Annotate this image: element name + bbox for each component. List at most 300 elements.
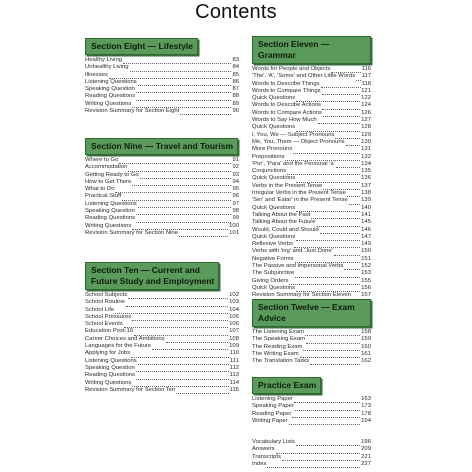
dot-leader [128, 293, 228, 300]
entry-title: Words to Describe Actions [252, 102, 321, 109]
entry-title: Giving Orders [252, 277, 289, 284]
entry-list [252, 439, 371, 468]
entry-title: The Passive and Impersonal Verbs [252, 263, 344, 270]
toc-entry[interactable] [252, 461, 371, 468]
entry-title: Words to Describe Things [252, 80, 320, 87]
entry-title: Talking About the Future [252, 219, 316, 226]
toc-entry[interactable] [85, 350, 239, 357]
toc-entry[interactable] [252, 336, 371, 343]
toc-entry[interactable] [85, 64, 239, 71]
section-header-line: Future Study and Employment [91, 276, 215, 286]
toc-entry[interactable] [85, 79, 239, 86]
entry-title: Prepositions [252, 153, 285, 160]
dot-leader [322, 89, 361, 96]
dot-leader [119, 158, 231, 165]
entry-title: Unhealthy Living [85, 64, 129, 71]
dot-leader [131, 351, 228, 358]
entry-page-number: 116 [361, 66, 371, 72]
entry-page-number: 151 [361, 255, 371, 262]
toc-entry[interactable] [252, 403, 371, 410]
entry-page-number: 196 [361, 439, 371, 445]
entry-page-number: 89 [232, 100, 239, 107]
toc-entry[interactable] [252, 117, 371, 124]
dot-leader [267, 462, 360, 469]
entry-page-number: 209 [361, 446, 371, 453]
dot-leader [292, 411, 360, 418]
toc-entry[interactable] [85, 299, 239, 306]
entry-page-number: 138 [361, 190, 371, 197]
toc-entry[interactable] [252, 212, 371, 219]
entry-title: I, You, We — Subject Pronouns [252, 131, 335, 138]
entry-page-number: 98 [232, 208, 239, 215]
section-header [85, 262, 219, 290]
entry-page-number: 87 [232, 86, 239, 93]
dot-leader [136, 373, 229, 380]
toc-entry[interactable] [252, 81, 371, 88]
toc-entry[interactable] [252, 263, 371, 270]
entry-title: Speaking Question [85, 364, 135, 371]
appendix-list [252, 437, 371, 468]
entry-page-number: 111 [230, 357, 239, 364]
toc-entry[interactable] [85, 230, 239, 237]
entry-page-number: 126 [361, 109, 371, 116]
dot-leader [349, 198, 360, 205]
dot-leader [176, 388, 228, 395]
entry-page-number: 159 [361, 336, 371, 343]
entry-page-number: 227 [361, 460, 371, 467]
entry-title: Listening Questions [85, 78, 137, 85]
entry-page-number: 134 [361, 160, 371, 167]
toc-entry[interactable] [85, 307, 239, 314]
toc-entry[interactable] [252, 270, 371, 277]
toc-entry[interactable] [85, 101, 239, 108]
section-twelve [252, 299, 371, 365]
entry-page-number: 92 [232, 164, 239, 171]
entry-page-number: 178 [361, 410, 371, 417]
toc-entry[interactable] [85, 358, 239, 365]
entry-page-number: 94 [232, 178, 239, 185]
entry-title: Vocabulary Lists [252, 439, 295, 445]
toc-entry[interactable] [252, 285, 371, 292]
toc-entry[interactable] [252, 132, 371, 139]
toc-entry[interactable] [252, 124, 371, 131]
entry-page-number: 91 [232, 157, 239, 163]
dot-leader [123, 58, 231, 65]
toc-entry[interactable] [252, 110, 371, 117]
entry-title: Listening Questions [85, 200, 137, 207]
toc-entry[interactable] [252, 329, 371, 336]
entry-page-number: 141 [361, 211, 371, 218]
dot-leader [115, 307, 228, 314]
toc-entry[interactable] [85, 72, 239, 79]
entry-page-number: 145 [361, 219, 371, 226]
dot-leader [303, 344, 360, 351]
section-header [252, 377, 321, 394]
entry-title: Quick Questions [252, 284, 296, 291]
toc-entry[interactable] [85, 365, 239, 372]
toc-entry[interactable] [252, 139, 371, 146]
practice-exam [252, 375, 371, 425]
toc-entry[interactable] [252, 418, 371, 425]
dot-leader [296, 440, 360, 447]
toc-entry[interactable] [252, 234, 371, 241]
toc-entry[interactable] [252, 358, 371, 365]
dot-leader [305, 330, 360, 337]
entry-title: School Routine [85, 299, 125, 306]
toc-entry[interactable] [85, 328, 239, 335]
toc-entry[interactable] [252, 168, 371, 175]
dot-leader [323, 111, 360, 118]
entry-page-number: 162 [361, 358, 371, 365]
entry-page-number: 88 [232, 93, 239, 100]
entry-page-number: 150 [361, 248, 371, 255]
dot-leader [294, 397, 360, 404]
dot-leader [320, 227, 360, 234]
entry-page-number: 158 [361, 329, 371, 335]
entry-title: Speaking Paper [252, 403, 294, 410]
dot-leader [179, 231, 228, 238]
entry-page-number: 121 [361, 87, 371, 94]
entry-title: School Subjects [85, 292, 128, 298]
section-header-line: Section Twelve — Exam Advice [258, 302, 355, 323]
dot-leader [130, 65, 232, 72]
dot-leader [132, 315, 228, 322]
toc-entry[interactable] [85, 208, 239, 215]
toc-entry[interactable] [252, 256, 371, 263]
toc-entry[interactable] [252, 411, 371, 418]
section-header [85, 138, 238, 155]
entry-title: Revision Summary for Section Eleven [252, 292, 351, 299]
dot-leader [136, 366, 229, 373]
dot-leader [306, 337, 360, 344]
section-header-line: Practice Exam [258, 380, 317, 390]
dot-leader [128, 165, 231, 172]
dot-leader [282, 454, 360, 461]
dot-leader [138, 358, 229, 365]
toc-entry[interactable] [85, 86, 239, 93]
dot-leader [136, 216, 231, 223]
entry-page-number: 101 [229, 229, 239, 236]
entry-page-number: 107 [229, 328, 239, 335]
dot-leader [293, 147, 360, 154]
entry-page-number: 127 [361, 117, 371, 124]
entry-page-number: 102 [229, 292, 239, 298]
entry-page-number: 115 [229, 386, 239, 393]
entry-title: Irregular Verbs in the Present Tense [252, 190, 346, 197]
toc-entry[interactable] [252, 227, 371, 234]
entry-page-number: 139 [361, 197, 371, 204]
toc-entry[interactable] [252, 95, 371, 102]
entry-page-number: 122 [361, 95, 371, 102]
toc-entry[interactable] [252, 102, 371, 109]
dot-leader [138, 202, 232, 209]
dot-leader [311, 213, 360, 220]
entry-title: Accommodation [85, 164, 128, 171]
dot-leader [289, 419, 361, 426]
entry-title: Listening Paper [252, 396, 293, 402]
toc-entry[interactable] [85, 336, 239, 343]
toc-entry[interactable] [252, 88, 371, 95]
entry-list [252, 396, 371, 425]
toc-entry[interactable] [85, 314, 239, 321]
entry-title: Revision Summary for Section Ten [85, 386, 176, 393]
entry-page-number: 161 [361, 350, 371, 357]
entry-title: Where to Go [85, 157, 119, 163]
entry-page-number: 104 [229, 306, 239, 313]
entry-title: 'Ser' and 'Estar' in the Present Tense [252, 197, 348, 204]
toc-entry[interactable] [252, 197, 371, 204]
entry-title: Reflexive Verbs [252, 241, 293, 248]
entry-title: Transcripts [252, 453, 281, 460]
entry-title: School Life [85, 306, 115, 313]
dot-leader [138, 80, 232, 87]
section-header-line: Section Eight — Lifestyle [91, 41, 194, 51]
entry-title: School Events [85, 321, 123, 328]
entry-title: Reading Questions [85, 372, 136, 379]
entry-page-number: 157 [361, 292, 371, 299]
dot-leader [346, 140, 361, 147]
toc-entry[interactable] [252, 241, 371, 248]
entry-page-number: 97 [232, 200, 239, 207]
toc-entry[interactable] [85, 108, 239, 115]
toc-entry[interactable] [85, 223, 239, 230]
entry-page-number: 153 [361, 270, 371, 277]
toc-entry[interactable] [252, 396, 371, 403]
dot-leader [296, 235, 360, 242]
entry-page-number: 86 [232, 78, 239, 85]
entry-page-number: 93 [232, 171, 239, 178]
entry-title: Reading Questions [85, 93, 136, 100]
entry-title: The Subjunctive [252, 270, 295, 277]
entry-title: Revision Summary for Section Nine [85, 229, 178, 236]
entry-title: Writing Paper [252, 417, 288, 424]
dot-leader [322, 103, 360, 110]
toc-entry[interactable] [252, 248, 371, 255]
entry-title: 'Por', 'Para' and the Personal 'a' [252, 160, 335, 167]
toc-entry[interactable] [252, 154, 371, 161]
toc-entry[interactable] [85, 57, 239, 64]
toc-entry[interactable] [252, 175, 371, 182]
section-eleven [252, 36, 371, 300]
section-header [85, 38, 198, 55]
entry-page-number: 149 [361, 241, 371, 248]
entry-title: Quick Questions [252, 175, 296, 182]
entry-page-number: 110 [229, 350, 239, 357]
dot-leader [152, 344, 228, 351]
entry-page-number: 114 [229, 379, 239, 386]
entry-title: Talking About the Past [252, 211, 311, 218]
dot-leader [180, 109, 231, 116]
section-header [252, 36, 371, 64]
section-header-line: Section Eleven — Grammar [258, 39, 330, 60]
entry-page-number: 140 [361, 204, 371, 211]
entry-title: Writing Questions [85, 222, 132, 229]
entry-title: Negative Forms [252, 255, 294, 262]
entry-page-number: 83 [232, 57, 239, 63]
entry-page-number: 84 [232, 64, 239, 71]
dot-leader [295, 404, 360, 411]
toc-entry[interactable] [252, 161, 371, 168]
entry-title: School Pressures [85, 313, 132, 320]
dot-leader [317, 220, 361, 227]
entry-page-number: 128 [361, 124, 371, 131]
dot-leader [334, 249, 360, 256]
entry-page-number: 129 [361, 131, 371, 138]
toc-entry[interactable] [252, 446, 371, 453]
entry-title: Speaking Question [85, 86, 135, 93]
entry-page-number: 117 [361, 73, 371, 80]
entry-title: Quick Questions [252, 204, 296, 211]
entry-title: Words to Compare Things [252, 87, 321, 94]
dot-leader [336, 162, 360, 169]
entry-title: Practical Stuff [85, 193, 122, 200]
dot-leader [136, 94, 231, 101]
entry-page-number: 156 [361, 284, 371, 291]
entry-title: Illnesses [85, 71, 108, 78]
entry-title: Would, Could and Should [252, 226, 319, 233]
entry-page-number: 163 [361, 396, 371, 402]
dot-leader [310, 359, 360, 366]
toc-entry[interactable] [252, 66, 371, 73]
entry-page-number: 136 [361, 175, 371, 182]
section-header-line: Section Nine — Travel and Tourism [91, 141, 234, 151]
entry-page-number: 103 [229, 299, 239, 306]
toc-entry[interactable] [85, 292, 239, 299]
entry-page-number: 90 [232, 108, 239, 115]
dot-leader [136, 209, 232, 216]
entry-title: The Translation Tasks [252, 358, 310, 365]
toc-entry[interactable] [85, 193, 239, 200]
toc-entry[interactable] [85, 93, 239, 100]
entry-page-number: 132 [361, 153, 371, 160]
toc-entry[interactable] [252, 439, 371, 446]
section-ten [85, 262, 239, 394]
entry-title: Index [252, 460, 267, 467]
toc-entry[interactable] [252, 278, 371, 285]
entry-list [85, 157, 239, 237]
entry-title: Career Choices and Ambitions [85, 335, 165, 342]
entry-title: Writing Questions [85, 379, 132, 386]
entry-title: Verbs in the Present Tense [252, 182, 323, 189]
toc-entry[interactable] [85, 387, 239, 394]
entry-page-number: 105 [229, 313, 239, 320]
toc-entry[interactable] [252, 205, 371, 212]
entry-title: Words for People and Objects [252, 66, 331, 72]
toc-entry[interactable] [85, 201, 239, 208]
entry-page-number: 155 [361, 277, 371, 284]
dot-leader [287, 169, 360, 176]
entry-title: Revision Summary for Section Eight [85, 108, 180, 115]
entry-title: The Reading Exam [252, 343, 303, 350]
toc-entry[interactable] [252, 146, 371, 153]
entry-page-number: 146 [361, 226, 371, 233]
entry-title: Reading Questions [85, 215, 136, 222]
toc-entry[interactable] [252, 190, 371, 197]
entry-list [85, 292, 239, 394]
dot-leader [115, 187, 231, 194]
toc-entry[interactable] [85, 164, 239, 171]
entry-title: Me, You, Them — Object Pronouns [252, 138, 345, 145]
toc-entry[interactable] [252, 219, 371, 226]
dot-leader [344, 264, 360, 271]
entry-title: The Speaking Exam [252, 336, 306, 343]
entry-title: Verbs with 'ing' and 'Just Done' [252, 248, 333, 255]
toc-entry[interactable] [252, 73, 371, 80]
toc-entry[interactable] [85, 372, 239, 379]
entry-page-number: 118 [361, 80, 371, 87]
entry-list [85, 57, 239, 115]
entry-page-number: 160 [361, 343, 371, 350]
entry-title: Quick Questions [252, 95, 296, 102]
entry-title: What to Do [85, 186, 115, 193]
dot-leader [126, 300, 228, 307]
toc-entry[interactable] [85, 157, 239, 164]
toc-entry[interactable] [85, 215, 239, 222]
dot-leader [356, 74, 360, 81]
dot-leader [124, 322, 228, 329]
entry-list [252, 66, 371, 300]
toc-entry[interactable] [85, 321, 239, 328]
entry-title: Quick Questions [252, 233, 296, 240]
toc-entry[interactable] [85, 172, 239, 179]
entry-page-number: 130 [361, 138, 371, 145]
entry-title: Getting Ready to Go [85, 171, 139, 178]
section-header [252, 299, 371, 327]
entry-list [252, 329, 371, 365]
entry-title: Answers [252, 446, 275, 453]
entry-page-number: 85 [232, 71, 239, 78]
toc-entry[interactable] [252, 344, 371, 351]
entry-title: Languages for the Future [85, 343, 152, 350]
entry-title: The Writing Exam [252, 350, 299, 357]
entry-title: Quick Questions [252, 124, 296, 131]
entry-title: Reading Paper [252, 410, 292, 417]
entry-page-number: 112 [229, 364, 239, 371]
page-title: Contents [195, 1, 277, 23]
entry-title: Healthy Living [85, 57, 123, 63]
dot-leader [140, 172, 232, 179]
entry-page-number: 106 [229, 321, 239, 328]
dot-leader [166, 337, 229, 344]
toc-entry[interactable] [85, 179, 239, 186]
entry-page-number: 113 [229, 372, 239, 379]
entry-title: Conjunctions [252, 168, 287, 175]
entry-page-number: 131 [361, 146, 371, 153]
section-nine [85, 136, 239, 237]
section-eight [85, 36, 239, 115]
section-header-line: Section Ten — Current and [91, 265, 200, 275]
entry-page-number: 99 [232, 215, 239, 222]
dot-leader [122, 194, 231, 201]
entry-page-number: 108 [229, 335, 239, 342]
entry-page-number: 137 [361, 182, 371, 189]
toc-entry[interactable] [252, 183, 371, 190]
entry-page-number: 109 [229, 343, 239, 350]
toc-entry[interactable] [85, 186, 239, 193]
entry-title: Writing Questions [85, 100, 132, 107]
entry-page-number: 173 [361, 403, 371, 410]
entry-page-number: 221 [361, 453, 371, 460]
toc-entry[interactable] [85, 343, 239, 350]
entry-title: The Listening Exam [252, 329, 305, 335]
entry-title: Words to Compare Actions [252, 109, 322, 116]
entry-page-number: 95 [232, 186, 239, 193]
entry-title: More Pronouns [252, 146, 293, 153]
toc-entry[interactable] [252, 351, 371, 358]
dot-leader [318, 118, 360, 125]
toc-entry[interactable] [85, 380, 239, 387]
toc-entry[interactable] [252, 454, 371, 461]
